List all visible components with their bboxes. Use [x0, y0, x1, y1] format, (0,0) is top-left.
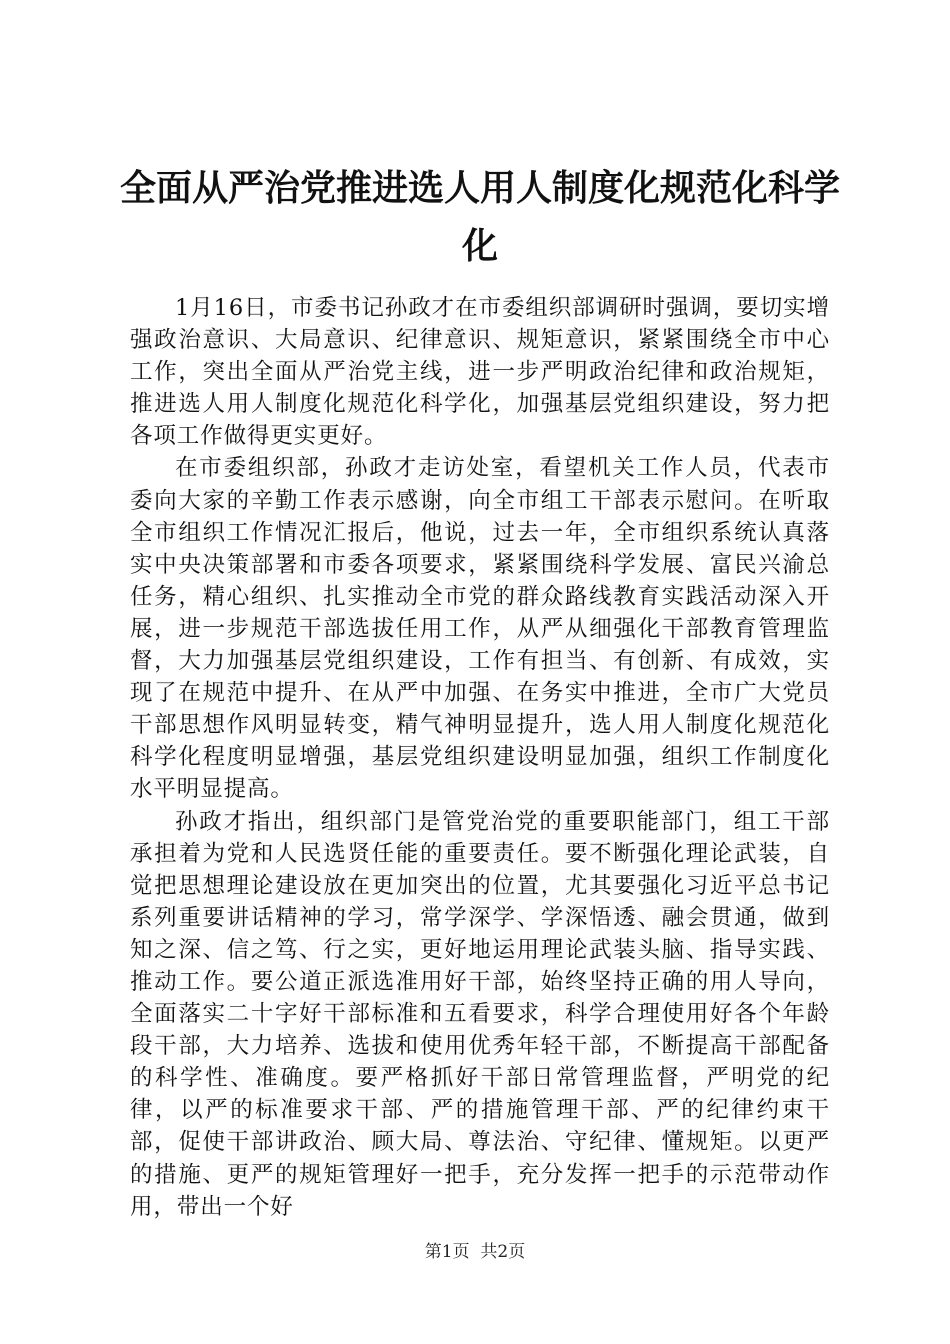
paragraph-2: 在市委组织部，孙政才走访处室，看望机关工作人员，代表市委向大家的辛勤工作表示感谢，向全市组工干部表示慰问。在听取全市组织工作情况汇报后，他说，过去一年，全市组织系统认真落实中央决策部署和市委各项要求，紧紧围绕科学发展、富民兴渝总任务，精心组织、扎实推动全市党的群众路线教育实践活动深入开展，进一步规范干部选拔任用工作，从严从细强化干部教育管理监督，大力加强基层党组织建设，工作有担当、有创新、有成效，实现了在规范中提升、在从严中加强、在务实中推进，全市广大党员干部思想作风明显转变，精气神明显提升，选人用人制度化规范化科学化程度明显增强，基层党组织建设明显加强，组织工作制度化水平明显提高。 — [130, 455, 830, 803]
document-title — [120, 160, 840, 276]
page-footer — [0, 1241, 950, 1263]
page-number-current: 第1页 — [424, 1242, 470, 1262]
paragraph-1: 1月16日，市委书记孙政才在市委组织部调研时强调，要切实增强政治意识、大局意识、纪律意识、规矩意识，紧紧围绕全市中心工作，突出全面从严治党主线，进一步严明政治纪律和政治规矩，推进选人用人制度化规范化科学化，加强基层党组织建设，努力把各项工作做得更实更好。 — [130, 295, 830, 450]
document-title-line-2: 化 — [461, 226, 498, 267]
document-title-line-1: 全面从严治党推进选人用人制度化规范化科学 — [120, 168, 841, 209]
paragraph-3: 孙政才指出，组织部门是管党治党的重要职能部门，组工干部承担着为党和人民选贤任能的重要责任。要不断强化理论武装，自觉把思想理论建设放在更加突出的位置，尤其要强化习近平总书记系列重要讲话精神的学习，常学深学、学深悟透、融会贯通，做到知之深、信之笃、行之实，更好地运用理论武装头脑、指导实践、推动工作。要公道正派选准用好干部，始终坚持正确的用人导向，全面落实二十字好干部标准和五看要求，科学合理使用好各个年龄段干部，大力培养、选拔和使用优秀年轻干部，不断提高干部配备的科学性、准确度。要严格抓好干部日常管理监督，严明党的纪律，以严的标准要求干部、严的措施管理干部、严的纪律约束干部，促使干部讲政治、顾大局、尊法治、守纪律、懂规矩。以更严的措施、更严的规矩管理好一把手，充分发挥一把手的示范带动作用，带出一个好 — [130, 808, 830, 1220]
document-body — [130, 292, 830, 1223]
page-number-total: 共2页 — [480, 1242, 526, 1262]
